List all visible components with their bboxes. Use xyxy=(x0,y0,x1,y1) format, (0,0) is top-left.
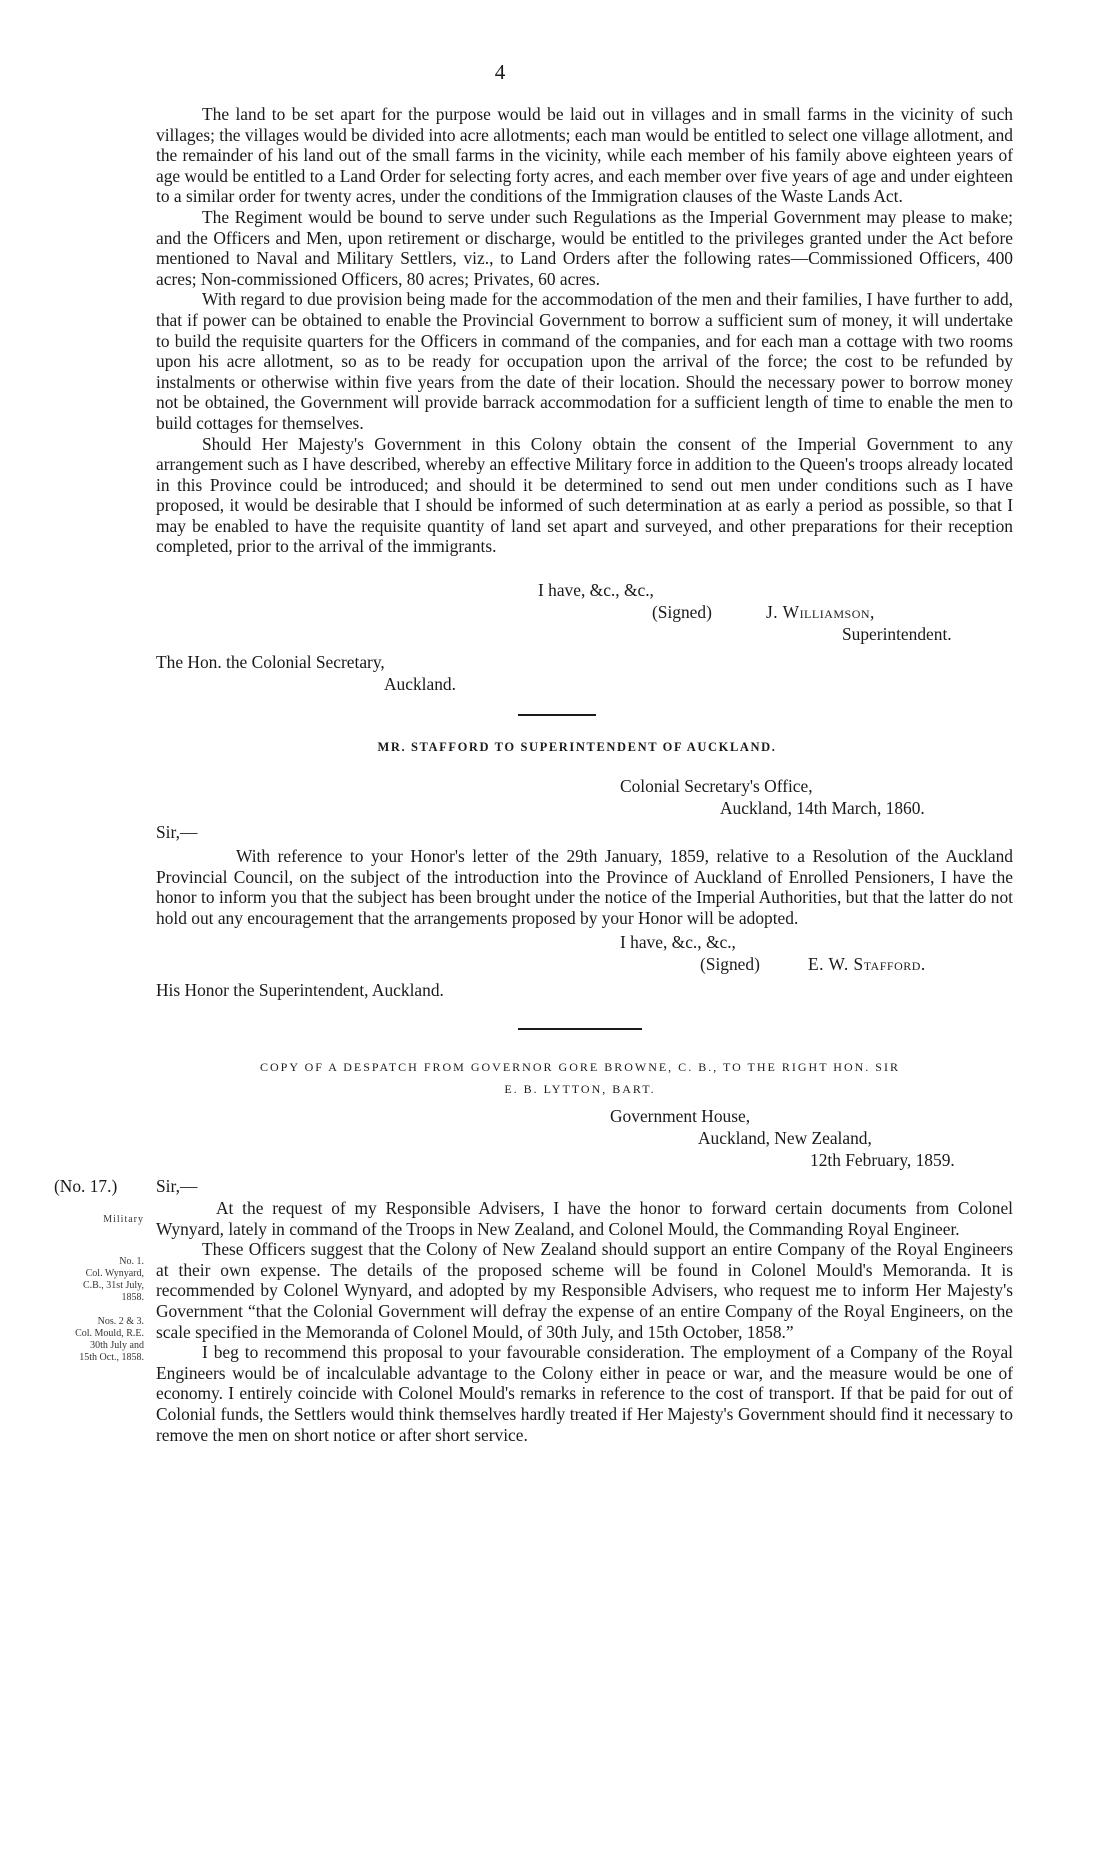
letter2-heading: MR. STAFFORD TO SUPERINTENDENT OF AUCKLAND. xyxy=(377,740,777,754)
letter2-closing: I have, &c., &c., xyxy=(620,932,736,952)
letter2-place-date: Auckland, 14th March, 1860. xyxy=(720,798,925,818)
letter3-heading xyxy=(140,1056,1020,1100)
margin-note-1-line: Col. Wynyard, xyxy=(85,1268,144,1279)
letter2-paragraph: With reference to your Honor's letter of the 29th January, 1859, relative to a Resolution of the Auckland Provincial Council, on the subject of the introduction into the Province of Auckland of Enrolled Pensioners, I have the honor to inform you that the subject has been brought under the notice of the Imperial Authorities, but that the latter do not hold out any encouragement that the arrangements proposed by your Honor will be adopted. xyxy=(156,846,1013,928)
section-divider-2 xyxy=(518,1028,642,1030)
letter2-salutation: Sir,— xyxy=(156,822,198,842)
margin-note-2-line: 30th July and xyxy=(90,1340,144,1351)
letter3-body xyxy=(156,1198,1013,1445)
margin-note-2-line: Nos. 2 & 3. xyxy=(97,1316,144,1327)
letter2-signatory: E. W. Stafford. xyxy=(808,954,926,974)
letter2-signed: (Signed) xyxy=(700,954,760,974)
section-divider xyxy=(518,714,596,716)
letter1-signatory: J. Williamson, xyxy=(766,602,875,622)
letter1-paragraph-4: Should Her Majesty's Government in this Colony obtain the consent of the Imperial Government to any arrangement such as I have described, whereby an effective Military force in addition to the Queen's troops already located in this Province could be introduced; and should it be determined to send out men under conditions such as I have proposed, it would be desirable that I should be informed of such determination at as early a period as possible, so that I may be enabled to have the requisite quantity of land set apart and surveyed, and other preparations for their reception completed, prior to the arrival of the immigrants. xyxy=(156,433,1013,557)
margin-note-2-line: Col. Mould, R.E. xyxy=(75,1328,144,1339)
letter1-paragraph-2: The Regiment would be bound to serve under such Regulations as the Imperial Government may please to make; and the Officers and Men, upon retirement or discharge, would be entitled to the privileges granted under the Act before mentioned to Naval and Military Settlers, viz., to Land Orders after the following rates—Commissioned Officers, 400 acres; Non-commissioned Officers, 80 acres; Privates, 60 acres. xyxy=(156,206,1013,289)
letter1-closing: I have, &c., &c., xyxy=(538,580,654,600)
letter3-place: Auckland, New Zealand, xyxy=(698,1128,872,1148)
margin-note-enclosure-2 xyxy=(40,1316,144,1364)
margin-note-1-line: 1858. xyxy=(121,1292,144,1303)
letter3-paragraph-2: These Officers suggest that the Colony of New Zealand should support an entire Company of the Royal Engineers at their own expense. The details of the proposed scheme will be found in Colonel Mould's Memoranda. It is recommended by Colonel Wynyard, and adopted by my Responsible Advisers, who request me to inform Her Majesty's Government “that the Colonial Government will defray the expense of an entire Company of the Royal Engineers, on the scale specified in the Memoranda of Colonel Mould, of 30th July, and 15th October, 1858.” xyxy=(156,1239,1013,1342)
letter2-office: Colonial Secretary's Office, xyxy=(620,776,813,796)
page-number: 4 xyxy=(494,60,506,84)
margin-note-1-line: C.B., 31st July, xyxy=(82,1280,144,1291)
margin-note-2-line: 15th Oct., 1858. xyxy=(79,1352,144,1363)
margin-note-enclosure-1 xyxy=(40,1256,144,1304)
letter3-heading-line2: E. B. LYTTON, BART. xyxy=(504,1082,656,1096)
letter1-signatory-title: Superintendent. xyxy=(842,624,952,644)
letter1-paragraph-3: With regard to due provision being made for the accommodation of the men and their families, I have further to add, that if power can be obtained to enable the Provincial Government to borrow a sufficient sum of money, it will undertake to build the requisite quarters for the Officers in command of the companies, and for each man a cottage with two rooms upon his acre allotment, so as to be ready for occupation upon the arrival of the force; the cost to be refunded by instalments or otherwise within five years from the date of their location. Should the necessary power to borrow money not be obtained, the Government will provide barrack accommodation for a sufficient length of time to enable the men to build cottages for themselves. xyxy=(156,289,1013,433)
letter1-addressee: The Hon. the Colonial Secretary, xyxy=(156,652,385,672)
letter1-addressee-city: Auckland. xyxy=(384,674,456,694)
letter1-signed: (Signed) xyxy=(652,602,712,622)
letter1-body xyxy=(156,104,1013,557)
letter3-salutation: Sir,— xyxy=(156,1176,198,1196)
margin-note-1-line: No. 1. xyxy=(119,1256,144,1267)
letter2-body xyxy=(156,846,1013,928)
letter3-number: (No. 17.) xyxy=(54,1176,118,1196)
margin-military: Military xyxy=(103,1214,144,1225)
letter3-heading-line1: COPY OF A DESPATCH FROM GOVERNOR GORE BROWNE, C. B., TO THE RIGHT HON. SIR xyxy=(260,1060,900,1074)
letter3-paragraph-3: I beg to recommend this proposal to your favourable consideration. The employment of a Company of the Royal Engineers would be of incalculable advantage to the Colony either in peace or war, and the measure would be one of economy. I entirely coincide with Colonel Mould's remarks in reference to the cost of transport. If that be paid for out of Colonial funds, the Settlers would think themselves hardly treated if Her Majesty's Government should find it necessary to remove the men on short notice or after short service. xyxy=(156,1342,1013,1445)
letter2-addressee: His Honor the Superintendent, Auckland. xyxy=(156,980,444,1000)
letter3-date: 12th February, 1859. xyxy=(810,1150,955,1170)
letter3-paragraph-1: At the request of my Responsible Advisers, I have the honor to forward certain documents from Colonel Wynyard, lately in command of the Troops in New Zealand, and Colonel Mould, the Commanding Royal Engineer. xyxy=(156,1198,1013,1239)
letter1-paragraph-1: The land to be set apart for the purpose would be laid out in villages and in small farms in the vicinity of such villages; the villages would be divided into acre allotments; each man would be entitled to select one village allotment, and the remainder of his land out of the small farms in the vicinity, while each member of his family above eighteen years of age would be entitled to a Land Order for selecting forty acres, and each member over five years of age and under eighteen to a similar order for twenty acres, under the conditions of the Immigration clauses of the Waste Lands Act. xyxy=(156,104,1013,207)
letter3-office: Government House, xyxy=(610,1106,751,1126)
